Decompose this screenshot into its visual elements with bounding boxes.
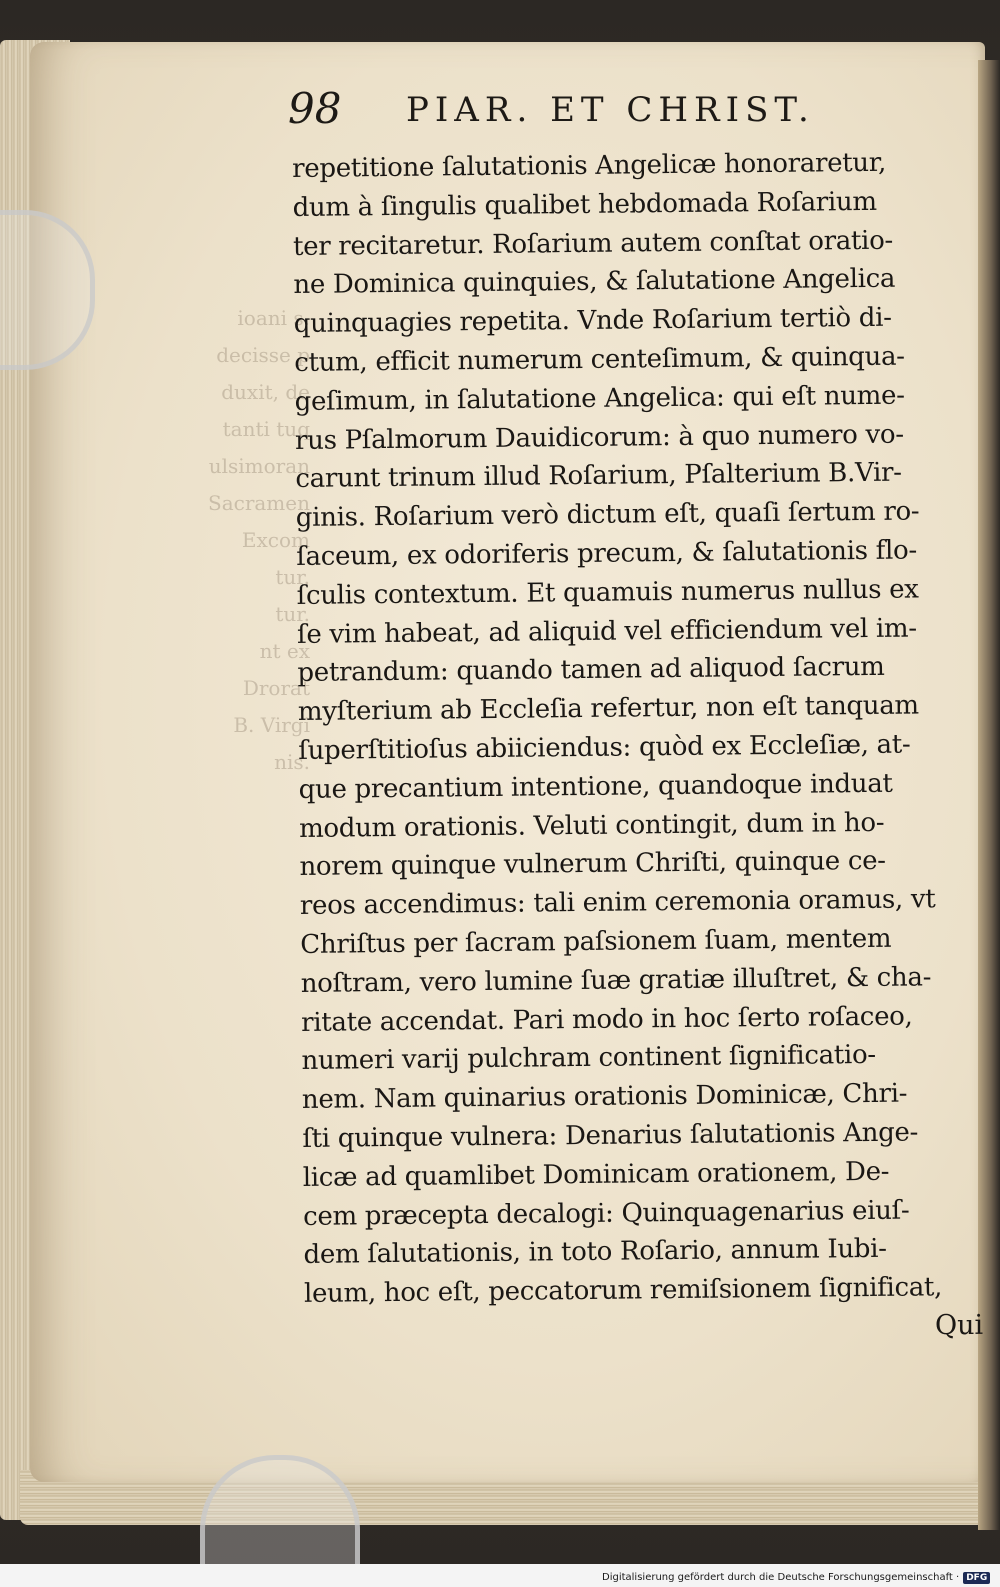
- text-line: quinquagies repetita. Vnde Roſarium tertiò di-: [293, 302, 892, 340]
- text-line: petrandum: quando tamen ad aliquod ſacrum: [297, 652, 885, 689]
- text-line: ginis. Roſarium verò dictum eſt, quaſi ſertum ro-: [295, 496, 920, 534]
- ghost-line: nis.: [274, 750, 310, 774]
- text-line: dem ſalutationis, in toto Roſario, annum Iubi-: [303, 1234, 887, 1271]
- text-line: ſe vim habeat, ad aliquid vel efficiendum vel im-: [296, 613, 917, 650]
- text-line: carunt trinum illud Roſarium, Pſalterium B.Vir-: [295, 458, 902, 495]
- ghost-line: B. Virgi: [233, 713, 310, 737]
- text-line: ſuperſtitioſus abiiciendus: quòd ex Eccleſiæ, at-: [298, 729, 911, 766]
- ghost-line: nt ex: [259, 639, 310, 663]
- ghost-line: ioani s.: [237, 306, 310, 330]
- text-line: noſtram, vero lumine ſuæ gratiæ illuſtret, & cha-: [300, 962, 932, 999]
- text-line: nem. Nam quinarius orationis Dominicæ, Chri-: [301, 1078, 908, 1116]
- text-line: myſterium ab Eccleſia refertur, non eſt tanquam: [297, 690, 919, 728]
- ghost-line: Sacramen: [208, 491, 310, 515]
- dfg-logo: DFG: [963, 1572, 990, 1584]
- text-line: dum à ſingulis qualibet hebdomada Roſarium: [292, 186, 877, 223]
- text-line: geſimum, in ſalutatione Angelica: qui eſt nume-: [294, 380, 905, 417]
- text-line: licæ ad quamlibet Dominicam orationem, De-: [302, 1156, 890, 1193]
- running-head: [288, 84, 928, 144]
- text-line: ſaceum, ex odoriferis precum, & ſalutationis flo-: [296, 535, 918, 572]
- text-line: norem quinque vulnerum Chriſti, quinque ce-: [299, 846, 886, 883]
- text-line: repetitione ſalutationis Angelicæ honoraretur,: [292, 147, 887, 184]
- text-line: ſculis contextum. Et quamuis numerus nullus ex: [296, 574, 919, 611]
- text-line: que precantium intentione, quandoque induat: [298, 768, 893, 805]
- body-text: [292, 143, 979, 1314]
- running-title: PIAR. ET CHRIST.: [406, 90, 815, 130]
- text-line: ctum, efficit numerum centeſimum, & quinqua-: [294, 341, 905, 378]
- text-line: modum orationis. Veluti contingit, dum in ho-: [298, 807, 885, 844]
- text-line: leum, hoc eſt, peccatorum remiſsionem ſignificat,: [303, 1272, 943, 1310]
- text-line: cem præcepta decalogi: Quinquagenarius eiuſ-: [303, 1195, 910, 1232]
- ghost-line: ulsimoran: [208, 454, 310, 478]
- text-line: reos accendimus: tali enim ceremonia oramus, vt: [299, 884, 936, 922]
- text-line: ne Dominica quinquies, & ſalutatione Angelica: [293, 264, 896, 301]
- text-line: ritate accendat. Pari modo in hoc ſerto roſaceo,: [300, 1001, 913, 1038]
- credit-text: Digitalisierung gefördert durch die Deutsche Forschungsgemeinschaft ·: [602, 1572, 960, 1583]
- text-line: ſti quinque vulnera: Denarius ſalutationis Ange-: [302, 1117, 919, 1154]
- digitization-credit: [602, 1568, 990, 1587]
- ghost-line: tur.: [275, 602, 310, 626]
- text-line: ter recitaretur. Roſarium autem conſtat oratio-: [292, 225, 894, 262]
- text-line: rus Pſalmorum Dauidicorum: à quo numero vo-: [294, 419, 904, 456]
- text-line: Chriſtus per ſacram paſsionem ſuam, mentem: [300, 923, 892, 960]
- ghost-line: duxit, de: [221, 380, 310, 404]
- ghost-line: tanti tuq: [222, 417, 310, 441]
- page-number: 98: [288, 84, 342, 133]
- ghost-line: Excom: [241, 528, 310, 552]
- text-line: numeri varij pulchram continent ſignificatio-: [301, 1040, 876, 1077]
- show-through-text: [110, 300, 310, 781]
- ghost-line: Drorat: [242, 676, 310, 700]
- ghost-line: tur.: [275, 565, 310, 589]
- ghost-line: decisse p: [216, 343, 310, 367]
- catchword: Qui: [935, 1310, 984, 1341]
